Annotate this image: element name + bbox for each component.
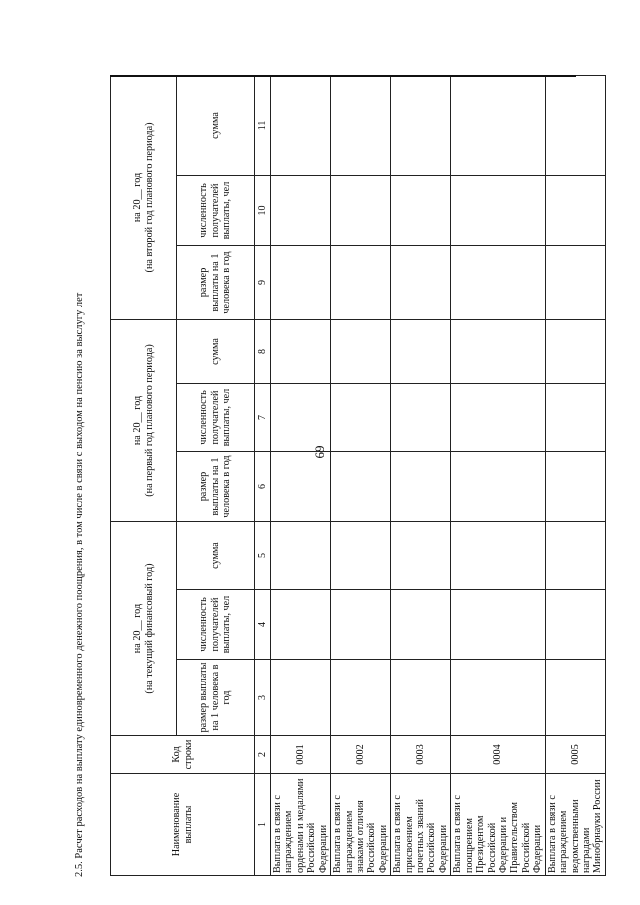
row-name: Выплата в связи с награждением орденами и медалями Российской Федерации — [271, 774, 331, 876]
column-number-row — [255, 75, 271, 875]
table-cell — [451, 384, 545, 452]
table-cell — [545, 245, 605, 319]
table-cell — [451, 590, 545, 660]
table-row — [391, 75, 451, 875]
table-cell — [331, 590, 391, 660]
column-number: 3 — [255, 660, 271, 736]
header-recipients-second-plan: численность получателей выплаты, чел — [177, 175, 255, 245]
table-cell — [271, 75, 331, 175]
header-sum-second-plan: сумма — [177, 75, 255, 175]
column-number: 5 — [255, 522, 271, 590]
table-cell — [391, 522, 451, 590]
column-number: 4 — [255, 590, 271, 660]
period-subtitle: (на первый год планового периода) — [143, 344, 155, 497]
table-cell — [331, 660, 391, 736]
table-row — [451, 75, 545, 875]
table-cell — [545, 522, 605, 590]
table-cell — [271, 522, 331, 590]
table-cell — [331, 452, 391, 522]
row-code: 0002 — [331, 736, 391, 774]
table-cell — [391, 384, 451, 452]
table-cell — [451, 319, 545, 383]
row-name: Выплата в связи с награждением знаками отличия Российской Федерации — [331, 774, 391, 876]
header-period-first-plan — [111, 319, 177, 521]
table-row — [331, 75, 391, 875]
header-row-periods — [111, 75, 177, 875]
row-code: 0004 — [451, 736, 545, 774]
table-cell — [451, 245, 545, 319]
table-cell — [545, 384, 605, 452]
header-period-second-plan — [111, 75, 177, 319]
column-number: 1 — [255, 774, 271, 876]
column-number: 2 — [255, 736, 271, 774]
header-period-current — [111, 522, 177, 736]
period-subtitle: (на текущий финансовый год) — [143, 563, 155, 694]
table-cell — [331, 384, 391, 452]
payments-table-container — [110, 76, 604, 876]
table-cell — [271, 384, 331, 452]
table-cell — [545, 75, 605, 175]
section-title: 2.5. Расчет расходов на выплату единовременного денежного поощрения, в том числе в связи с выходом на пенсию за выслугу лет — [74, 292, 85, 877]
table-row — [545, 75, 605, 875]
header-recipients-current: численность получателей выплаты, чел — [177, 590, 255, 660]
row-code: 0001 — [271, 736, 331, 774]
table-cell — [451, 175, 545, 245]
table-cell — [451, 75, 545, 175]
row-code: 0005 — [545, 736, 605, 774]
header-code: Код строки — [111, 736, 255, 774]
period-subtitle: (на второй год планового периода) — [143, 122, 155, 273]
header-payment-first-plan: размер выплаты на 1 человека в год — [177, 452, 255, 522]
row-name: Выплата в связи с награждением ведомственными наградами Минобрнауки России — [545, 774, 605, 876]
table-cell — [391, 75, 451, 175]
table-cell — [391, 319, 451, 383]
table-cell — [271, 245, 331, 319]
period-title: на 20__ год — [132, 603, 144, 654]
table-cell — [271, 175, 331, 245]
table-row — [271, 75, 331, 875]
table-cell — [391, 452, 451, 522]
header-payment-second-plan: размер выплаты на 1 человека в год — [177, 245, 255, 319]
period-title: на 20__ год — [132, 172, 144, 223]
table-cell — [545, 319, 605, 383]
table-cell — [271, 452, 331, 522]
table-cell — [545, 590, 605, 660]
table-cell — [545, 175, 605, 245]
table-cell — [331, 522, 391, 590]
period-title: на 20__ год — [132, 395, 144, 446]
page-number: 69 — [312, 445, 327, 459]
table-cell — [331, 75, 391, 175]
row-code: 0003 — [391, 736, 451, 774]
table-cell — [331, 245, 391, 319]
row-name: Выплата в связи с поощрением Президентом Российской Федерации и Правительством Российской Федерации — [451, 774, 545, 876]
table-cell — [331, 319, 391, 383]
column-number: 7 — [255, 384, 271, 452]
table-cell — [331, 175, 391, 245]
table-cell — [271, 319, 331, 383]
column-number: 8 — [255, 319, 271, 383]
header-recipients-first-plan: численность получателей выплаты, чел — [177, 384, 255, 452]
header-sum-first-plan: сумма — [177, 319, 255, 383]
header-payment-current: размер выплаты на 1 человека в год — [177, 660, 255, 736]
row-name: Выплата в связи с присвоением почетных званий Российской Федерации — [391, 774, 451, 876]
table-cell — [451, 522, 545, 590]
table-cell — [391, 175, 451, 245]
table-cell — [271, 590, 331, 660]
column-number: 9 — [255, 245, 271, 319]
column-number: 6 — [255, 452, 271, 522]
table-cell — [451, 452, 545, 522]
header-sum-current: сумма — [177, 522, 255, 590]
header-name: Наименование выплаты — [111, 774, 255, 876]
table-cell — [545, 660, 605, 736]
payments-table — [110, 75, 606, 876]
table-cell — [391, 590, 451, 660]
column-number: 11 — [255, 75, 271, 175]
table-cell — [545, 452, 605, 522]
table-cell — [451, 660, 545, 736]
table-cell — [391, 660, 451, 736]
table-cell — [391, 245, 451, 319]
column-number: 10 — [255, 175, 271, 245]
table-cell — [271, 660, 331, 736]
